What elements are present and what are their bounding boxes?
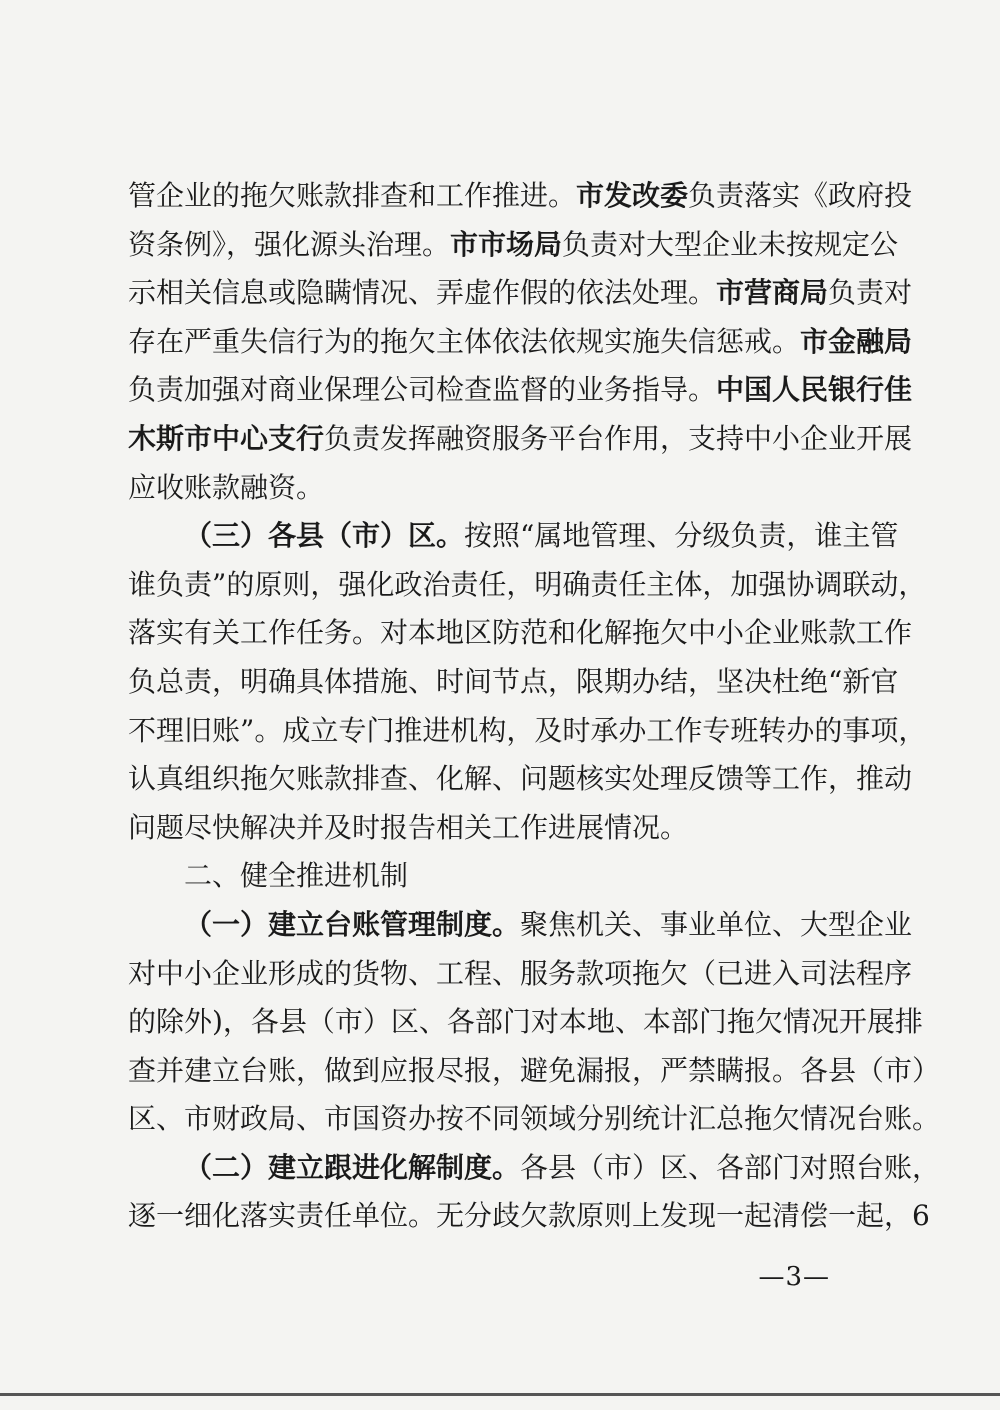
text-run: 负责发挥融资服务平台作用，支持中小企业开展	[324, 421, 913, 455]
bold-run: （一）建立台账管理制度。	[184, 907, 521, 941]
scan-edge-line	[0, 1393, 1000, 1396]
bold-run: （二）建立跟进化解制度。	[184, 1150, 521, 1184]
text-line: 的除外)，各县（市）区、各部门对本地、本部门拖欠情况开展排	[128, 1005, 923, 1039]
text-run: 各县（市）区、各部门对照台账，	[520, 1150, 941, 1184]
text-run: 按照“属地管理、分级负责，谁主管	[464, 519, 899, 553]
text-line: 落实有关工作任务。对本地区防范和化解拖欠中小企业账款工作	[128, 616, 913, 650]
text-line: 不理旧账”。成立专门推进机构，及时承办工作专班转办的事项，	[128, 713, 927, 747]
bold-run: 市营商局	[716, 276, 829, 310]
text-run: 负责落实《政府投	[688, 179, 913, 212]
text-run: 负责对大型企业未按规定公	[562, 227, 899, 261]
text-line	[128, 269, 913, 318]
bold-run: 市发改委	[576, 179, 689, 212]
text-line	[128, 512, 899, 561]
page-number: —3—	[758, 1262, 830, 1292]
section-heading: 二、健全推进机制	[184, 859, 409, 893]
text-run: 资条例》，强化源头治理。	[128, 227, 451, 261]
text-line	[128, 221, 899, 270]
text-run: 聚焦机关、事业单位、大型企业	[520, 907, 913, 941]
text-line: 谁负责”的原则，强化政治责任，明确责任主体，加强协调联动，	[128, 567, 927, 601]
text-line: 问题尽快解决并及时报告相关工作进展情况。	[128, 810, 689, 844]
text-line	[128, 318, 913, 367]
text-line	[128, 415, 913, 464]
text-line: 对中小企业形成的货物、工程、服务款项拖欠（已进入司法程序	[128, 956, 913, 990]
text-line: 区、市财政局、市国资办按不同领域分别统计汇总拖欠情况台账。	[128, 1102, 941, 1136]
text-line: 负总责，明确具体措施、时间节点，限期办结，坚决杜绝“新官	[128, 664, 899, 698]
text-line: 逐一细化落实责任单位。无分歧欠款原则上发现一起清偿一起，6	[128, 1199, 930, 1233]
text-line	[128, 366, 913, 415]
text-run: 存在严重失信行为的拖欠主体依法依规实施失信惩戒。	[128, 324, 801, 358]
bold-run: 木斯市中心支行	[128, 421, 325, 455]
text-run: 管企业的拖欠账款排查和工作推进。	[128, 179, 577, 212]
text-line	[128, 901, 913, 950]
body-text	[128, 172, 941, 1241]
bold-run: 市市场局	[450, 227, 563, 261]
bold-run: （三）各县（市）区。	[184, 519, 465, 553]
text-line	[128, 172, 913, 221]
bold-run: 中国人民银行佳	[716, 373, 913, 407]
text-run: 负责对	[828, 276, 913, 310]
text-run: 示相关信息或隐瞒情况、弄虚作假的依法处理。	[128, 276, 717, 310]
text-line	[128, 1144, 941, 1193]
bold-run: 市金融局	[800, 324, 913, 358]
text-run: 负责加强对商业保理公司检查监督的业务指导。	[128, 373, 717, 407]
text-line: 认真组织拖欠账款排查、化解、问题核实处理反馈等工作，推动	[128, 762, 913, 796]
text-line: 查并建立台账，做到应报尽报，避免漏报，严禁瞒报。各县（市）	[128, 1053, 941, 1087]
text-line: 应收账款融资。	[128, 470, 325, 504]
